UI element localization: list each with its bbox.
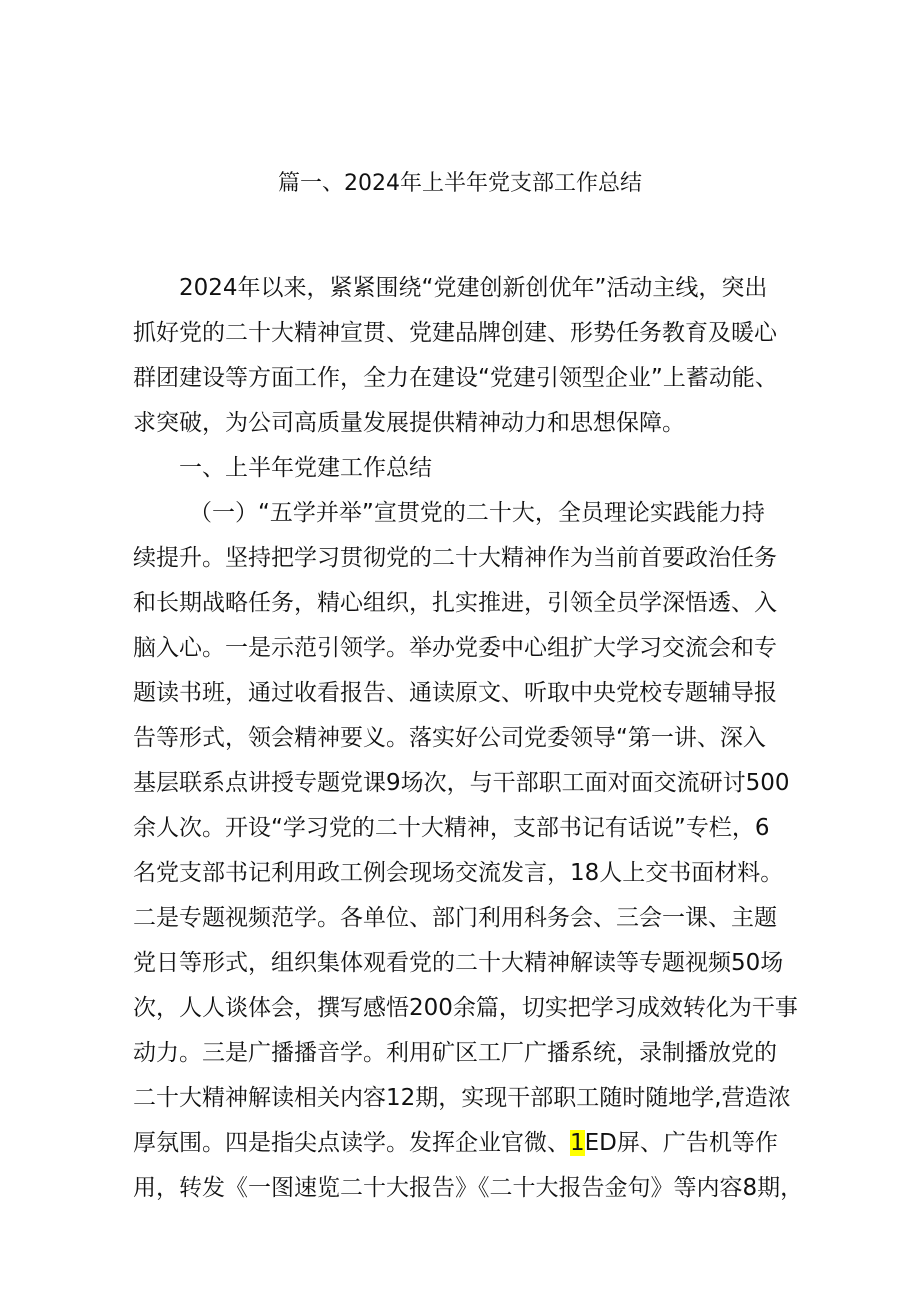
paragraph-line: 基层联系点讲授专题党课9场次，与干部职工面对面交流研讨500	[133, 770, 790, 796]
line-text-before-highlight: 厚氛围。四是指尖点读学。发挥企业官微、	[133, 1130, 570, 1156]
paragraph-line: 抓好党的二十大精神宣贯、党建品牌创建、形势任务教育及暖心	[133, 320, 777, 346]
subsection-line: （一）“五学并举”宣贯党的二十大，全员理论实践能力持	[189, 500, 765, 526]
paragraph-line: 求突破，为公司高质量发展提供精神动力和思想保障。	[133, 410, 685, 436]
highlighted-text: 1	[570, 1130, 585, 1156]
paragraph-line: 名党支部书记利用政工例会现场交流发言，18人上交书面材料。	[133, 860, 784, 886]
document-body	[133, 266, 804, 1211]
section-heading: 一、上半年党建工作总结	[179, 455, 432, 481]
paragraph-line: 次，人人谈体会，撰写感悟200余篇，切实把学习成效转化为干事	[133, 995, 798, 1021]
document-title: 篇一、2024年上半年党支部工作总结	[278, 171, 642, 196]
paragraph-line: 告等形式，领会精神要义。落实好公司党委领导“第一讲、深入	[133, 725, 766, 751]
paragraph-line: 二十大精神解读相关内容12期，实现干部职工随时随地学,营造浓	[133, 1085, 791, 1111]
line-text-after-highlight: ED屏、广告机等作	[584, 1130, 778, 1156]
paragraph-line: 余人次。开设“学习党的二十大精神，支部书记有话说”专栏，6	[133, 815, 770, 841]
paragraph-line: 动力。三是广播播音学。利用矿区工厂广播系统，录制播放党的	[133, 1040, 777, 1066]
paragraph-line: 和长期战略任务，精心组织，扎实推进，引领全员学深悟透、入	[133, 590, 777, 616]
paragraph-line: 题读书班，通过收看报告、通读原文、听取中央党校专题辅导报	[133, 680, 777, 706]
paragraph-line: 用，转发《一图速览二十大报告》《二十大报告金句》等内容8期，	[133, 1175, 804, 1201]
paragraph-line: 群团建设等方面工作，全力在建设“党建引领型企业”上蓄动能、	[133, 365, 778, 391]
paragraph-line-with-highlight	[133, 1121, 793, 1166]
paragraph-line: 党日等形式，组织集体观看党的二十大精神解读等专题视频50场	[133, 950, 784, 976]
paragraph-line: 2024年以来，紧紧围绕“党建创新创优年”活动主线，突出	[179, 275, 768, 301]
paragraph-line: 续提升。坚持把学习贯彻党的二十大精神作为当前首要政治任务	[133, 545, 777, 571]
paragraph-line: 二是专题视频范学。各单位、部门利用科务会、三会一课、主题	[133, 905, 777, 931]
paragraph-line: 脑入心。一是示范引领学。举办党委中心组扩大学习交流会和专	[133, 635, 777, 661]
